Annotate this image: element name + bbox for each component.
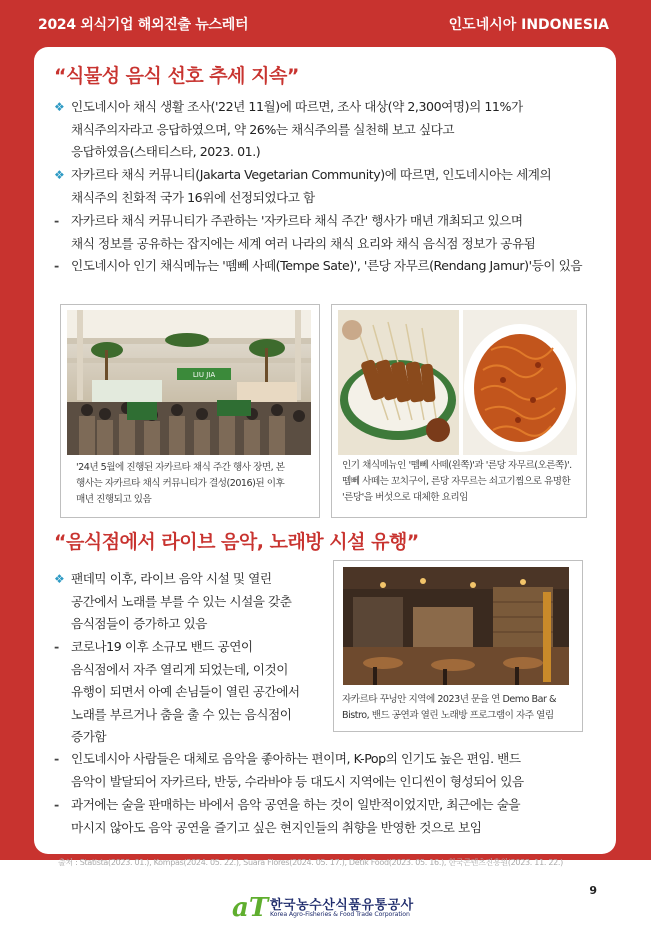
demo-bar-photo <box>343 567 569 685</box>
country-label: 인도네시아 INDONESIA <box>448 17 609 33</box>
event-photo <box>67 310 311 455</box>
tempe-sate-photo <box>338 310 459 455</box>
s1-bullet-2: ❖ 자카르타 채식 커뮤니티(Jakarta Vegetarian Community)에 따르면, 인도네시아는 세계의 채식주의 친화적 국가 16위에 선정되었다고 함 <box>54 164 584 209</box>
at-logo <box>232 893 422 925</box>
diamond-bullet-icon: ❖ <box>54 100 65 114</box>
diamond-bullet-icon: ❖ <box>54 168 65 182</box>
rendang-jamur-image <box>463 310 577 455</box>
logo-korean-name: 한국농수산식품유통공사 <box>270 898 414 913</box>
tempe-sate-image <box>338 310 459 455</box>
dash-bullet-icon: - <box>54 751 59 766</box>
mall-sign-text: LIU JIA <box>192 371 216 379</box>
newsletter-title: 2024 외식기업 해외진출 뉴스레터 <box>38 17 249 33</box>
s2-bullet-2: - 코로나19 이후 소규모 밴드 공연이 음식점에서 자주 열리게 되었는데, 이것이 유행이 되면서 아예 손님들이 열린 공간에서 노래를 부르거나 춤을 출 수 있는 음식점이 증가함 <box>54 636 318 749</box>
at-logo-mark: aT <box>232 893 269 923</box>
header-bar <box>0 0 651 48</box>
caption-event: '24년 5월에 진행된 자카르타 채식 주간 행사 장면, 본 행사는 자카르타 채식 커뮤니티가 결성(2016)된 이후 매년 진행되고 있음 <box>76 462 285 505</box>
rendang-jamur-photo <box>463 310 577 455</box>
page-number: 9 <box>589 884 597 897</box>
s1-bullet-1: ❖ 인도네시아 채식 생활 조사('22년 11월)에 따르면, 조사 대상(약 2,300여명)의 11%가 채식주의자라고 응답하였으며, 약 26%는 채식주의를 실천해 보고 싶다고 응답하였음(스태티스타, 2023. 01.) <box>54 96 584 164</box>
s2-bullet-1: ❖ 팬데믹 이후, 라이브 음악 시설 및 열린 공간에서 노래를 부를 수 있는 시설을 갖춘 음식점들이 증가하고 있음 <box>54 568 318 636</box>
s1-bullet-3: - 자카르타 채식 커뮤니티가 주관하는 '자카르타 채식 주간' 행사가 매년 개최되고 있으며 채식 정보를 공유하는 잡지에는 세계 여러 나라의 채식 요리와 채식 음식점 정보가 공유됨 <box>54 210 584 255</box>
demo-bar-image <box>343 567 569 685</box>
mall-event-image <box>67 310 311 455</box>
caption-bar: 자카르타 꾸닝안 지역에 2023년 문을 연 Demo Bar & Bistro, 밴드 공연과 열린 노래방 프로그램이 자주 열림 <box>342 694 556 721</box>
diamond-bullet-icon: ❖ <box>54 572 65 586</box>
dash-bullet-icon: - <box>54 639 59 654</box>
dash-bullet-icon: - <box>54 258 59 273</box>
s1-bullet-4: - 인도네시아 인기 채식메뉴는 '뗌뻬 사떼(Tempe Sate)', '른당 자무르(Rendang Jamur)'등이 있음 <box>54 255 594 278</box>
s2-bullet-4: - 과거에는 술을 판매하는 바에서 음악 공연을 하는 것이 일반적이었지만, 최근에는 술을 마시지 않아도 음악 공연을 즐기고 싶은 현지인들의 취향을 반영한 것으로 보임 <box>54 794 584 839</box>
source-line: 출처 : Statista(2023. 01.), Kompas(2024. 05. 22.), Suara Flores(2024. 05. 17.), Detik Food(2023. 05. 16.), 한국콘텐츠진흥원(2023. 11. 22.) <box>58 858 563 867</box>
dash-bullet-icon: - <box>54 213 59 228</box>
caption-food: 인기 채식메뉴인 '뗌뻬 사떼(왼쪽)'과 '른당 자무르(오른쪽)'. 뗌뻬 사떼는 꼬치구이, 른당 자무르는 쇠고기찜으로 유명한 '른당'을 버섯으로 대체한 요리임 <box>342 460 572 503</box>
s2-bullet-3: - 인도네시아 사람들은 대체로 음악을 좋아하는 편이며, K-Pop의 인기도 높은 편임. 밴드 음악이 발달되어 자카르타, 반둥, 수라바야 등 대도시 지역에는 인디씬이 형성되어 있음 <box>54 748 584 793</box>
dash-bullet-icon: - <box>54 797 59 812</box>
section1-title: “식물성 음식 선호 추세 지속” <box>54 65 299 87</box>
logo-english-name: Korea Agro-Fisheries & Food Trade Corporation <box>270 911 410 918</box>
section2-title: “음식점에서 라이브 음악, 노래방 시설 유행” <box>54 531 419 553</box>
